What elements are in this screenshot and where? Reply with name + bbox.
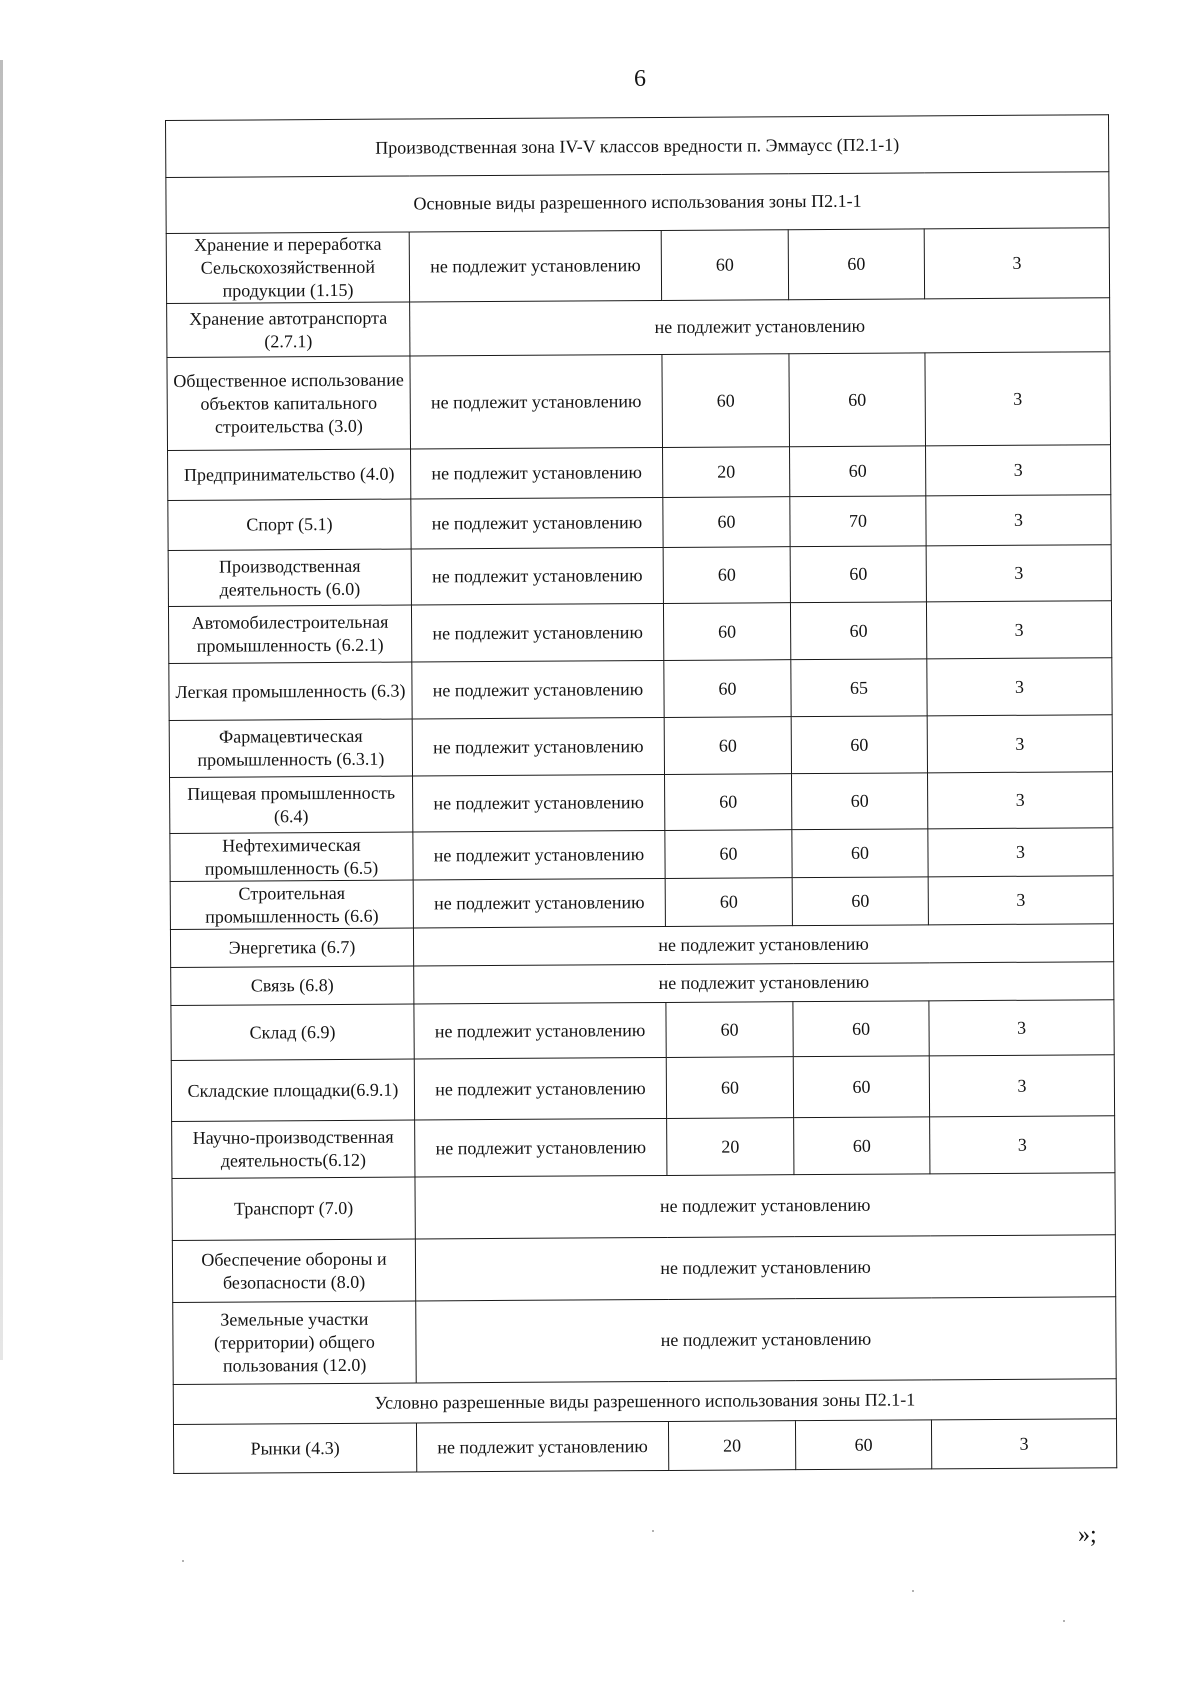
scan-speck [182, 1560, 184, 1562]
cell-col5: 3 [924, 228, 1109, 299]
table-row [167, 298, 1110, 358]
cell-col2: не подлежит установлению [413, 774, 665, 832]
use-type-name: Легкая промышленность (6.3) [169, 662, 412, 720]
cell-col2: не подлежит установлению [414, 1002, 666, 1059]
use-type-name: Хранение и переработка Сельскохозяйственной продукции (1.15) [166, 232, 409, 303]
cell-col2: не подлежит установлению [415, 1118, 667, 1177]
table-row [170, 876, 1113, 930]
use-type-name: Пищевая промышленность (6.4) [170, 776, 413, 833]
cell-col2: не подлежит установлению [412, 660, 664, 719]
main-section-row [166, 172, 1109, 234]
table-row [166, 228, 1109, 304]
use-type-name: Земельные участки (территории) общего пользования (12.0) [173, 1301, 416, 1384]
cell-col3: 60 [666, 1002, 793, 1058]
cell-col4: 60 [792, 829, 928, 878]
cell-col4: 60 [790, 546, 926, 603]
cell-col4: 60 [790, 602, 926, 660]
cell-col5: 3 [926, 495, 1111, 546]
cell-col5: 3 [928, 828, 1113, 877]
table-row [171, 962, 1114, 1006]
conditional-section-title: Условно разрешенные виды разрешенного использования зоны П2.1-1 [173, 1379, 1116, 1425]
cell-merged: не подлежит установлению [415, 1235, 1115, 1301]
cell-col4: 60 [791, 716, 927, 774]
cell-col3: 60 [662, 354, 790, 448]
table-row [170, 924, 1113, 968]
cell-col4: 60 [789, 353, 926, 447]
cell-col5: 3 [927, 715, 1112, 773]
zoning-table [165, 114, 1117, 1474]
table-row [172, 1116, 1115, 1179]
cell-col3: 60 [664, 717, 791, 775]
table-row [173, 1297, 1117, 1385]
conditional-section-row [173, 1379, 1116, 1425]
scan-speck [1063, 1620, 1065, 1622]
cell-col2: не подлежит установлению [413, 830, 665, 880]
table-row [169, 715, 1112, 778]
cell-merged: не подлежит установлению [410, 298, 1110, 356]
cell-col2: не подлежит установлению [410, 354, 663, 449]
cell-col3: 20 [663, 447, 790, 498]
page-number: 6 [634, 66, 646, 92]
cell-col2: не подлежит установлению [411, 497, 663, 549]
cell-merged: не подлежит установлению [414, 962, 1114, 1004]
cell-col4: 60 [794, 1117, 930, 1175]
cell-col5: 3 [928, 772, 1113, 829]
cell-col2: не подлежит установлению [413, 878, 665, 928]
cell-col4: 60 [792, 773, 928, 830]
cell-col5: 3 [926, 545, 1111, 602]
use-type-name: Автомобилестроительная промышленность (6.2.1) [168, 605, 411, 663]
cell-merged: не подлежит установлению [415, 1173, 1115, 1239]
cell-col5: 3 [931, 1419, 1116, 1469]
cell-col4: 60 [795, 1420, 931, 1470]
use-type-name: Склад (6.9) [171, 1004, 414, 1060]
cell-col2: не подлежит установлению [411, 603, 663, 662]
cell-col2: не подлежит установлению [412, 717, 664, 776]
cell-col4: 70 [790, 496, 926, 547]
table-row [168, 601, 1111, 664]
cell-col3: 60 [661, 230, 788, 301]
use-type-name: Хранение автотранспорта (2.7.1) [167, 302, 410, 357]
cell-col4: 60 [792, 877, 928, 926]
cell-col5: 3 [929, 1055, 1114, 1117]
cell-col3: 60 [664, 660, 791, 718]
use-type-name: Строительная промышленность (6.6) [170, 880, 413, 929]
cell-merged: не подлежит установлению [416, 1297, 1117, 1383]
use-type-name: Общественное использование объектов капитального строительства (3.0) [167, 356, 411, 450]
zone-title-row [166, 115, 1109, 178]
cell-col2: не подлежит установлению [409, 230, 661, 302]
table-row [167, 352, 1111, 451]
use-type-name: Предпринимательство (4.0) [168, 449, 411, 500]
main-section-title: Основные виды разрешенного использования зоны П2.1-1 [166, 172, 1109, 234]
cell-col2: не подлежит установлению [416, 1421, 668, 1472]
cell-merged: не подлежит установлению [413, 924, 1113, 966]
use-type-name: Энергетика (6.7) [170, 928, 413, 967]
cell-col4: 60 [793, 1056, 929, 1118]
cell-col3: 60 [666, 1057, 793, 1119]
use-type-name: Связь (6.8) [171, 966, 414, 1005]
use-type-name: Фармацевтическая промышленность (6.3.1) [169, 719, 412, 777]
cell-col5: 3 [926, 445, 1111, 496]
cell-col3: 20 [668, 1421, 795, 1471]
cell-col3: 60 [663, 497, 790, 548]
table-row [171, 1000, 1114, 1061]
table-row [173, 1419, 1116, 1474]
use-type-name: Нефтехимическая промышленность (6.5) [170, 832, 413, 881]
table-row [170, 828, 1113, 882]
cell-col4: 60 [790, 446, 926, 497]
table-row [168, 445, 1111, 501]
scan-edge-shadow [0, 60, 3, 1360]
table-row [170, 772, 1113, 834]
cell-col5: 3 [926, 601, 1111, 659]
scan-speck [652, 1530, 654, 1532]
cell-col5: 3 [928, 876, 1113, 925]
use-type-name: Производственная деятельность (6.0) [168, 549, 411, 606]
cell-col3: 60 [665, 774, 792, 831]
cell-col2: не подлежит установлению [414, 1057, 666, 1120]
cell-col5: 3 [929, 1000, 1114, 1056]
cell-col3: 60 [665, 878, 792, 927]
cell-col4: 60 [788, 229, 924, 300]
zone-title: Производственная зона IV-V классов вредности п. Эммаусс (П2.1-1) [166, 115, 1109, 178]
cell-col2: не подлежит установлению [411, 547, 663, 605]
cell-col2: не подлежит установлению [411, 447, 663, 499]
table-row [169, 658, 1112, 721]
cell-col5: 3 [925, 352, 1111, 446]
closing-quote-mark: »; [1078, 1522, 1097, 1548]
table-row [171, 1055, 1114, 1122]
table-row [168, 495, 1111, 551]
use-type-name: Складские площадки(6.9.1) [171, 1059, 414, 1121]
scan-speck [912, 1590, 914, 1592]
cell-col4: 65 [791, 659, 927, 717]
cell-col4: 60 [793, 1001, 929, 1057]
use-type-name: Транспорт (7.0) [172, 1177, 415, 1240]
cell-col3: 60 [663, 603, 790, 661]
table-row [172, 1235, 1115, 1303]
cell-col5: 3 [927, 658, 1112, 716]
table-row [168, 545, 1111, 607]
use-type-name: Рынки (4.3) [173, 1423, 416, 1473]
use-type-name: Спорт (5.1) [168, 499, 411, 550]
cell-col3: 20 [667, 1118, 794, 1176]
table-row [172, 1173, 1115, 1241]
use-type-name: Научно-производственная деятельность(6.12) [172, 1120, 415, 1178]
cell-col3: 60 [663, 547, 790, 604]
cell-col5: 3 [930, 1116, 1115, 1174]
cell-col3: 60 [665, 830, 792, 879]
use-type-name: Обеспечение обороны и безопасности (8.0) [172, 1239, 415, 1302]
